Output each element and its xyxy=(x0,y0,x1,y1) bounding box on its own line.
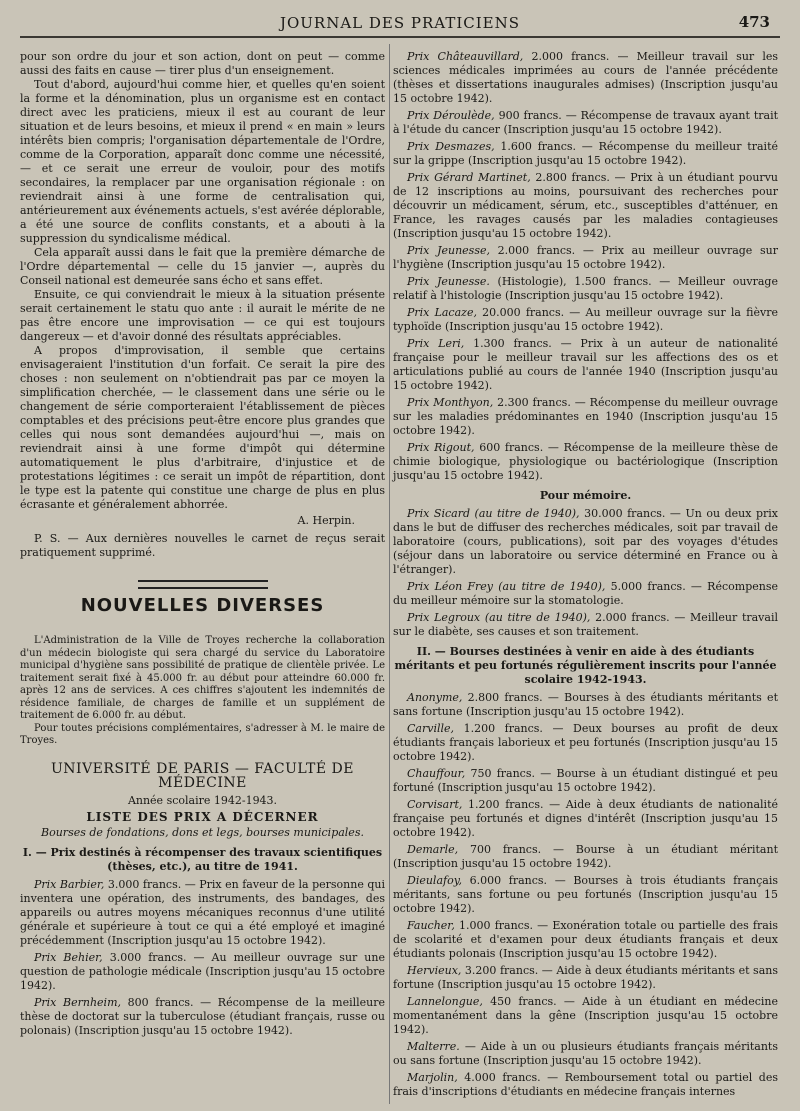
academic-year: Année scolaire 1942-1943. xyxy=(127,793,278,807)
bourse-entry: Malterre. — Aide à un ou plusieurs étudiants français méritants ou sans fortune (Inscription jusqu'au 15 octobre 1942). xyxy=(393,1040,778,1067)
memoire-entry: Prix Sicard (au titre de 1940), 30.000 francs. — Un ou deux prix dans le but de diffuser des recherches médicales, soit par travail de laboratoire (cours, publications), soit par des voyages d'études (séjour dans un laboratoire ou service déterminé en France ou à l'étranger). xyxy=(393,507,778,576)
prize-entry: Prix Bernheim, 800 francs. — Récompense de la meilleure thèse de doctorat sur la tuberculose (étudiant français, russe ou polonais) (Inscription jusqu'au 15 octobre 1942). xyxy=(20,995,385,1037)
prize-list-title: LISTE DES PRIX A DÉCERNER xyxy=(86,809,319,824)
bourse-entry: Dieulafoy, 6.000 francs. — Bourses à trois étudiants français méritants, sans fortune ou peu fortunés (Inscription jusqu'au 15 octobre 1942). xyxy=(393,874,778,915)
prize-entry: Prix Jeunesse, 2.000 francs. — Prix au meilleur ouvrage sur l'hygiène (Inscription jusqu'au 15 octobre 1942). xyxy=(393,244,778,271)
prize-entry: Prix Leri, 1.300 francs. — Prix à un auteur de nationalité française pour le meilleur travail sur les affections des os et articulations publié au cours de l'année 1940 (Inscription jusqu'au 15 octobre 1942). xyxy=(393,337,779,392)
news-paragraph: Pour toutes précisions complémentaires, s'adresser à M. le maire de Troyes. xyxy=(20,722,385,746)
bourse-entry: Anonyme, 2.800 francs. — Bourses à des étudiants méritants et sans fortune (Inscription jusqu'au 15 octobre 1942). xyxy=(393,691,778,718)
column-divider xyxy=(389,44,390,1104)
memoire-entry: Prix Legroux (au titre de 1940), 2.000 francs. — Meilleur travail sur le diabète, ses causes et son traitement. xyxy=(393,611,778,638)
prize-entry: Prix Déroulède, 900 francs. — Récompense de travaux ayant trait à l'étude du cancer (Inscription jusqu'au 15 octobre 1942). xyxy=(393,109,779,136)
bourse-entry: Marjolin, 4.000 francs. — Remboursement total ou partiel des frais d'inscriptions d'étudiants en médecine français internes xyxy=(393,1071,778,1098)
prize-entry: Prix Gérard Martinet, 2.800 francs. — Prix à un étudiant pourvu de 12 inscriptions au moins, poursuivant des recherches pour découvrir un médicament, sérum, etc., susceptibles d'atténuer, en France, les ravages causés par les maladies contagieuses (Inscription jusqu'au 15 octobre 1942). xyxy=(393,171,778,240)
university-heading: UNIVERSITÉ DE PARIS — FACULTÉ DE MÉDECINE xyxy=(50,760,354,791)
bourse-entry: Carville, 1.200 francs. — Deux bourses au profit de deux étudiants français laborieux et peu fortunés (Inscription jusqu'au 15 octobre 1942). xyxy=(393,722,778,763)
bourse-entry: Faucher, 1.000 francs. — Exonération totale ou partielle des frais de scolarité et d'examen pour deux étudiants français et deux étudiants polonais (Inscription jusqu'au 15 octobre 1942). xyxy=(393,919,778,960)
prize-entry: Prix Monthyon, 2.300 francs. — Récompense du meilleur ouvrage sur les maladies prédominantes en 1940 (Inscription jusqu'au 15 octobre 1942). xyxy=(393,396,778,437)
pour-memoire-heading: Pour mémoire. xyxy=(539,489,632,502)
page-number: 473 xyxy=(738,13,770,31)
prize-entry: Prix Lacaze, 20.000 francs. — Au meilleur ouvrage sur la fièvre typhoïde (Inscription jusqu'au 15 octobre 1942). xyxy=(393,306,779,333)
section-heading-2: II. — Bourses destinées à venir en aide à des étudiants méritants et peu fortunés régulièrement inscrits pour l'année scolaire 1942-1943. xyxy=(394,645,777,686)
section-ornament xyxy=(138,580,268,589)
article-paragraph: pour son ordre du jour et son action, dont on peut — comme aussi des faits en cause — tirer plus d'un enseignement. xyxy=(20,50,385,77)
right-column xyxy=(393,50,778,1102)
news-paragraph: L'Administration de la Ville de Troyes recherche la collaboration d'un médecin biologiste qui sera chargé du service du Laboratoire municipal d'hygiène sans possibilité de pratique de clientèle privée. Le traitement serait fixé à 45.000 fr. au début pour atteindre 60.000 fr. après 12 ans de services. A ces chiffres s'ajoutent les indemnités de résidence familiale, de charges de famille et un supplément de traitement de 6.000 fr. au début. xyxy=(20,635,385,721)
page-header xyxy=(20,6,780,38)
prize-entry: Prix Rigout, 600 francs. — Récompense de la meilleure thèse de chimie biologique, physiologique ou bactériologique (Inscription jusqu'au 15 octobre 1942). xyxy=(393,441,779,482)
memoire-entry: Prix Léon Frey (au titre de 1940), 5.000 francs. — Récompense du meilleur mémoire sur la stomatologie. xyxy=(393,580,778,607)
left-column xyxy=(20,50,385,1041)
prize-list-subtitle: Bourses de fondations, dons et legs, bourses municipales. xyxy=(41,825,364,839)
bourse-entry: Demarle, 700 francs. — Bourse à un étudiant méritant (Inscription jusqu'au 15 octobre 1942). xyxy=(393,843,778,870)
prize-entry: Prix Desmazes, 1.600 francs. — Récompense du meilleur traité sur la grippe (Inscription jusqu'au 15 octobre 1942). xyxy=(393,140,778,167)
postscript: P. S. — Aux dernières nouvelles le carnet de reçus serait pratiquement supprimé. xyxy=(20,532,385,559)
prize-entry: Prix Jeunesse. (Histologie), 1.500 francs. — Meilleur ouvrage relatif à l'histologie (Inscription jusqu'au 15 octobre 1942). xyxy=(393,275,778,302)
bourse-entry: Lannelongue, 450 francs. — Aide à un étudiant en médecine momentanément dans la gêne (Inscription jusqu'au 15 octobre 1942). xyxy=(393,995,778,1036)
prize-entry: Prix Châteauvillard, 2.000 francs. — Meilleur travail sur les sciences médicales imprimées au cours de l'année précédente (thèses et dissertations inaugurales admises) (Inscription jusqu'au 15 octobre 1942). xyxy=(393,50,778,105)
article-paragraph: Cela apparaît aussi dans le fait que la première démarche de l'Ordre départemental — celle du 15 janvier —, auprès du Conseil national est demeurée sans écho et sans effet. xyxy=(20,246,385,287)
section-heading-1: I. — Prix destinés à récompenser des travaux scientifiques (thèses, etc.), au titre de 1941. xyxy=(22,845,383,873)
bourse-entry: Corvisart, 1.200 francs. — Aide à deux étudiants de nationalité française peu fortunés et dignes d'intérêt (Inscription jusqu'au 15 octobre 1942). xyxy=(393,798,778,839)
article-paragraph: Ensuite, ce qui conviendrait le mieux à la situation présente serait certainement le statu quo ante : il aurait le mérite de ne pas être encore une improvisation — ce qui est toujours dangereux — et d'avoir donné des résultats appréciables. xyxy=(20,288,385,343)
author-signature: A. Herpin. xyxy=(297,514,355,527)
bourse-entry: Chauffour, 750 francs. — Bourse à un étudiant distingué et peu fortuné (Inscription jusqu'au 15 octobre 1942). xyxy=(393,767,778,794)
news-section-title: NOUVELLES DIVERSES xyxy=(80,595,325,616)
article-paragraph: A propos d'improvisation, il semble que certains envisageraient l'institution d'un forfait. Ce serait la pire des choses : non seulement on n'obtiendrait pas par ce moyen la simplification cherchée, — le classement dans une série ou le changement de série comporteraient l'établissement de pièces comptables et des précisions peut-être encore plus grandes que celles qui nous sont demandées aujourd'hui —, mais on reviendrait ainsi à une forme d'impôt qui détermine automatiquement le plus d'arbitraire, d'injustice et de protestations légitimes : ce serait un impôt de répartition, dont le type est la patente qui constitue une charge de plus en plus écrasante et généralement abhorrée. xyxy=(20,344,385,511)
journal-title: JOURNAL DES PRATICIENS xyxy=(279,14,521,32)
article-paragraph: Tout d'abord, aujourd'hui comme hier, et quelles qu'en soient la forme et la dénomination, plus un organisme est en contact direct avec les praticiens, mieux il est au courant de leur situation et de leurs besoins, et mieux il prend « en main » leurs intérêts bien compris; l'organisation départementale de l'Ordre, comme de la Corporation, apparaît donc comme une nécessité, — et ce serait une erreur de vouloir, pour des motifs secondaires, la remplacer par une organisation régionale : on reviendrait ainsi à une forme de centralisation qui, antérieurement aux événements actuels, s'est avérée déplorable, a été une source de conflits constants, et a abouti à la suppression du syndicalisme médical. xyxy=(20,78,385,245)
bourse-entry: Hervieux, 3.200 francs. — Aide à deux étudiants méritants et sans fortune (Inscription jusqu'au 15 octobre 1942). xyxy=(393,964,778,991)
prize-entry: Prix Behier, 3.000 francs. — Au meilleur ouvrage sur une question de pathologie médicale (Inscription jusqu'au 15 octobre 1942). xyxy=(20,950,385,992)
prize-entry: Prix Barbier, 3.000 francs. — Prix en faveur de la personne qui inventera une opération, des instruments, des bandages, des appareils ou autres moyens mécaniques reconnus d'une utilité générale et supérieure à tout ce qui a été employé et imaginé précédemment (Inscription jusqu'au 15 octobre 1942). xyxy=(20,877,385,947)
